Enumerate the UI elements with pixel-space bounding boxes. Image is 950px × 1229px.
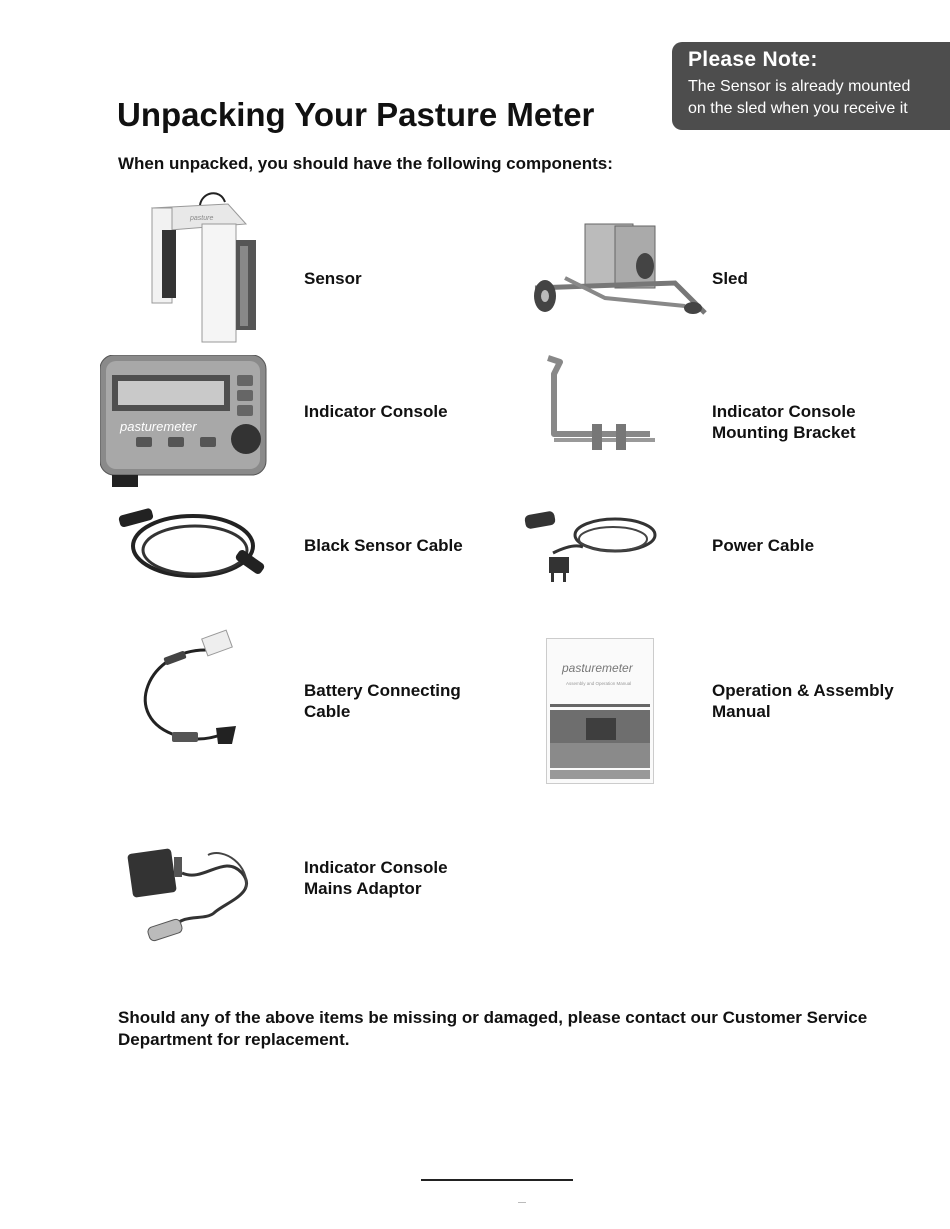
note-text bbox=[688, 76, 950, 120]
manual-subtitle-text: Assembly and Operation Manual bbox=[566, 681, 632, 686]
note-title: Please Note: bbox=[688, 48, 818, 71]
sensor-image bbox=[140, 190, 265, 345]
mounting-bracket-image bbox=[540, 354, 660, 454]
label-operation-manual: Operation & Assembly Manual bbox=[712, 681, 894, 721]
battery-cable-image bbox=[128, 628, 246, 753]
label-battery-cable: Battery Connecting Cable bbox=[304, 681, 461, 721]
indicator-console-image bbox=[100, 355, 268, 487]
operation-manual-image bbox=[546, 638, 654, 784]
power-cable-image bbox=[523, 503, 663, 588]
note-line-1: The Sensor is already mounted bbox=[688, 78, 911, 95]
label-mains-adaptor: Indicator Console Mains Adaptor bbox=[304, 858, 448, 898]
svg-text:pasture: pasture bbox=[190, 215, 214, 222]
note-line-2: on the sled when you receive it bbox=[688, 100, 908, 117]
black-sensor-cable-image bbox=[115, 500, 270, 595]
mains-adaptor-image bbox=[124, 843, 266, 948]
please-note-callout bbox=[672, 42, 950, 130]
missing-items-notice: Should any of the above items be missing or damaged, please contact our Customer Service Department for replacement. bbox=[118, 1008, 868, 1049]
manual-brand-text: pasturemeter bbox=[562, 661, 633, 675]
intro-text: When unpacked, you should have the following components: bbox=[118, 154, 613, 173]
sled-image bbox=[525, 218, 710, 328]
label-mounting-bracket: Indicator Console Mounting Bracket bbox=[712, 402, 856, 442]
footer-mark bbox=[518, 1202, 526, 1203]
label-sensor: Sensor bbox=[304, 269, 362, 288]
page-title: Unpacking Your Pasture Meter bbox=[117, 96, 595, 133]
console-brand-text: pasturemeter bbox=[120, 419, 197, 434]
label-sled: Sled bbox=[712, 269, 748, 288]
footer-rule bbox=[421, 1179, 573, 1181]
label-power-cable: Power Cable bbox=[712, 536, 815, 555]
label-black-sensor-cable: Black Sensor Cable bbox=[304, 536, 463, 555]
label-indicator-console: Indicator Console bbox=[304, 402, 448, 421]
